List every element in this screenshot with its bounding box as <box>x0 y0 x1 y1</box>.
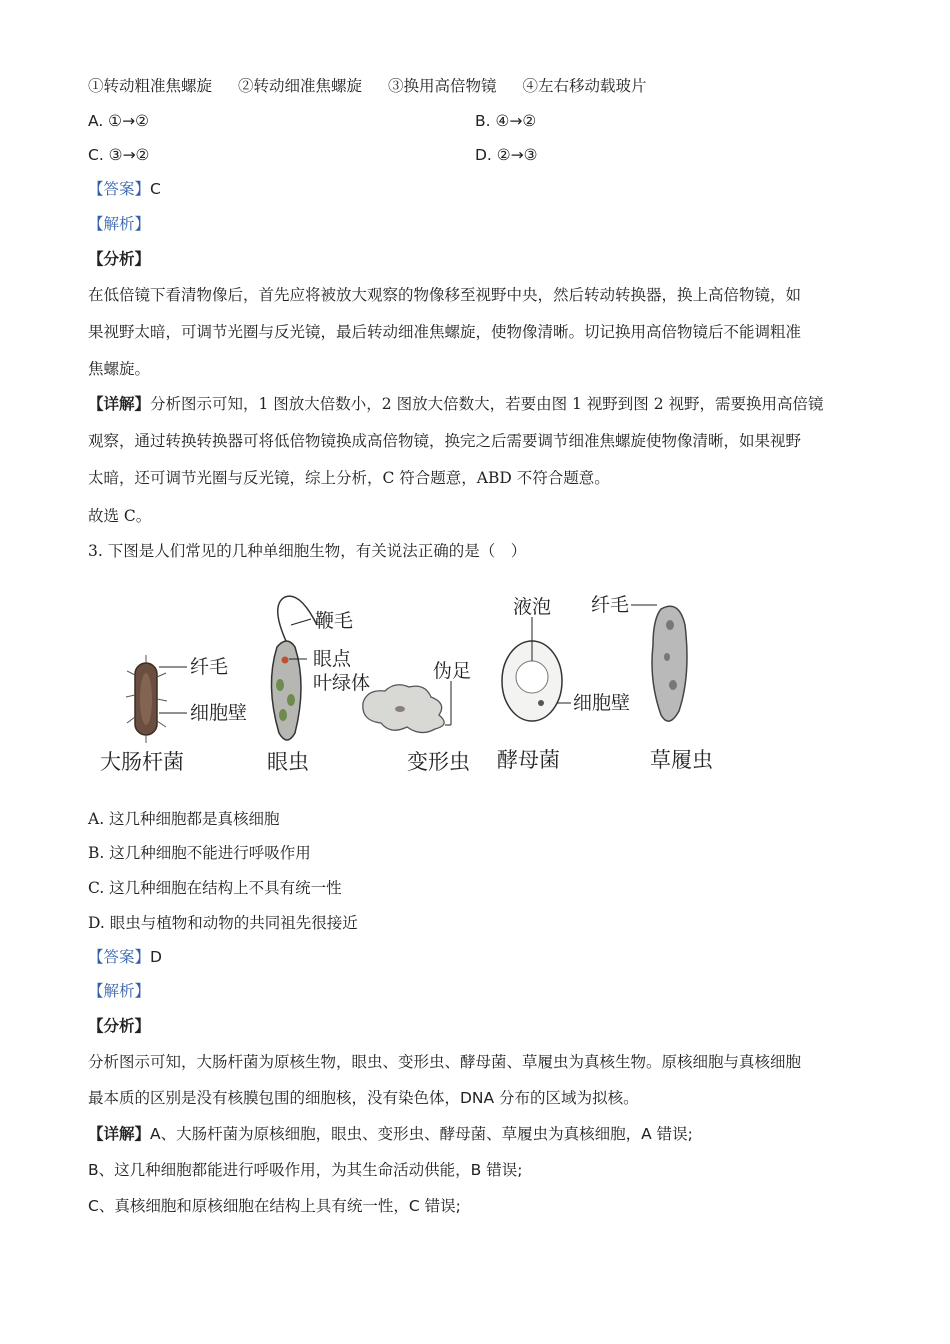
euglena-flagellum-label: 鞭毛 <box>315 610 354 632</box>
q3-analysis-line: 分析图示可知，大肠杆菌为原核生物，眼虫、变形虫、酵母菌、草履虫为真核生物。原核细胞与真核细胞 <box>88 1053 802 1071</box>
detail-text: 分析图示可知，1 图放大倍数小，2 图放大倍数大，若要由图 1 视野到图 2 视野，需要换用高倍镜 <box>150 395 824 413</box>
paramecium-illustration <box>631 605 687 721</box>
q2-choice-c: C. ③→② <box>88 146 150 164</box>
q2-conclusion: 故选 C。 <box>88 507 152 525</box>
q3-stem: 3. 下图是人们常见的几种单细胞生物，有关说法正确的是（ ） <box>88 542 527 560</box>
fenxi-tag: 【分析】 <box>88 1017 151 1035</box>
q2-choice-b: B. ④→② <box>475 112 537 130</box>
amoeba-pseudopod-label: 伪足 <box>433 660 472 682</box>
answer-tag: 【答案】 <box>88 180 151 198</box>
q3-detail-line: B、这几种细胞都能进行呼吸作用，为其生命活动供能，B 错误; <box>88 1161 523 1179</box>
q2-choice-d: D. ②→③ <box>475 146 538 164</box>
euglena-illustration <box>271 596 317 740</box>
q2-detail-line <box>88 393 824 415</box>
fenxi-tag: 【分析】 <box>88 250 151 268</box>
ecoli-wall-label: 细胞壁 <box>190 702 248 724</box>
answer-value: D <box>150 948 162 966</box>
q2-analysis-line: 果视野太暗，可调节光圈与反光镜，最后转动细准焦螺旋，使物像清晰。切记换用高倍物镜后不能调粗准 <box>88 323 802 341</box>
euglena-eyespot-label: 眼点 <box>313 648 352 670</box>
q2-step: ①转动粗准焦螺旋 <box>88 77 213 95</box>
q2-steps <box>88 75 673 97</box>
yeast-wall-label: 细胞壁 <box>573 692 631 714</box>
ecoli-cilia-label: 纤毛 <box>190 656 229 678</box>
q2-detail-line: 观察，通过转换转换器可将低倍物镜换成高倍物镜，换完之后需要调节细准焦螺旋使物像清晰，如果视野 <box>88 432 802 450</box>
q2-answer-line <box>88 178 161 200</box>
q3-choice-a: A. 这几种细胞都是真核细胞 <box>88 810 280 828</box>
q3-answer-line <box>88 946 162 968</box>
ecoli-illustration <box>126 655 187 743</box>
answer-tag: 【答案】 <box>88 948 151 966</box>
detail-tag: 【详解】 <box>88 1125 151 1143</box>
detail-tag: 【详解】 <box>88 395 151 413</box>
single-cell-organisms-figure <box>95 585 735 785</box>
organism-name-euglena: 眼虫 <box>267 750 309 774</box>
organism-name-amoeba: 变形虫 <box>407 750 470 774</box>
q3-detail-line: C、真核细胞和原核细胞在结构上具有统一性，C 错误; <box>88 1197 461 1215</box>
q2-analysis-line: 焦螺旋。 <box>88 360 151 378</box>
organism-name-paramecium: 草履虫 <box>650 748 713 772</box>
yeast-vacuole-label: 液泡 <box>513 596 552 618</box>
q3-detail-line <box>88 1123 693 1145</box>
q3-choice-d: D. 眼虫与植物和动物的共同祖先很接近 <box>88 914 358 932</box>
q2-step: ②转动细准焦螺旋 <box>238 77 363 95</box>
amoeba-illustration <box>363 681 451 733</box>
jiexi-tag: 【解析】 <box>88 982 151 1000</box>
q3-choice-b: B. 这几种细胞不能进行呼吸作用 <box>88 844 311 862</box>
organism-name-yeast: 酵母菌 <box>497 748 560 772</box>
q2-detail-line: 太暗，还可调节光圈与反光镜，综上分析，C 符合题意，ABD 不符合题意。 <box>88 469 610 487</box>
jiexi-tag: 【解析】 <box>88 215 151 233</box>
yeast-illustration <box>502 617 571 721</box>
organism-name-ecoli: 大肠杆菌 <box>100 750 184 774</box>
q2-choice-a: A. ①→② <box>88 112 149 130</box>
q2-analysis-line: 在低倍镜下看清物像后，首先应将被放大观察的物像移至视野中央，然后转动转换器，换上高倍物镜，如 <box>88 286 802 304</box>
paramecium-cilia-label: 纤毛 <box>591 594 630 616</box>
detail-text: A、大肠杆菌为原核细胞，眼虫、变形虫、酵母菌、草履虫为真核细胞，A 错误; <box>150 1125 693 1143</box>
euglena-chloroplast-label: 叶绿体 <box>313 672 371 694</box>
q2-step: ③换用高倍物镜 <box>388 77 497 95</box>
q2-step: ④左右移动载玻片 <box>522 77 647 95</box>
answer-value: C <box>150 180 161 198</box>
q3-analysis-line: 最本质的区别是没有核膜包围的细胞核，没有染色体，DNA 分布的区域为拟核。 <box>88 1089 639 1107</box>
q3-choice-c: C. 这几种细胞在结构上不具有统一性 <box>88 879 342 897</box>
